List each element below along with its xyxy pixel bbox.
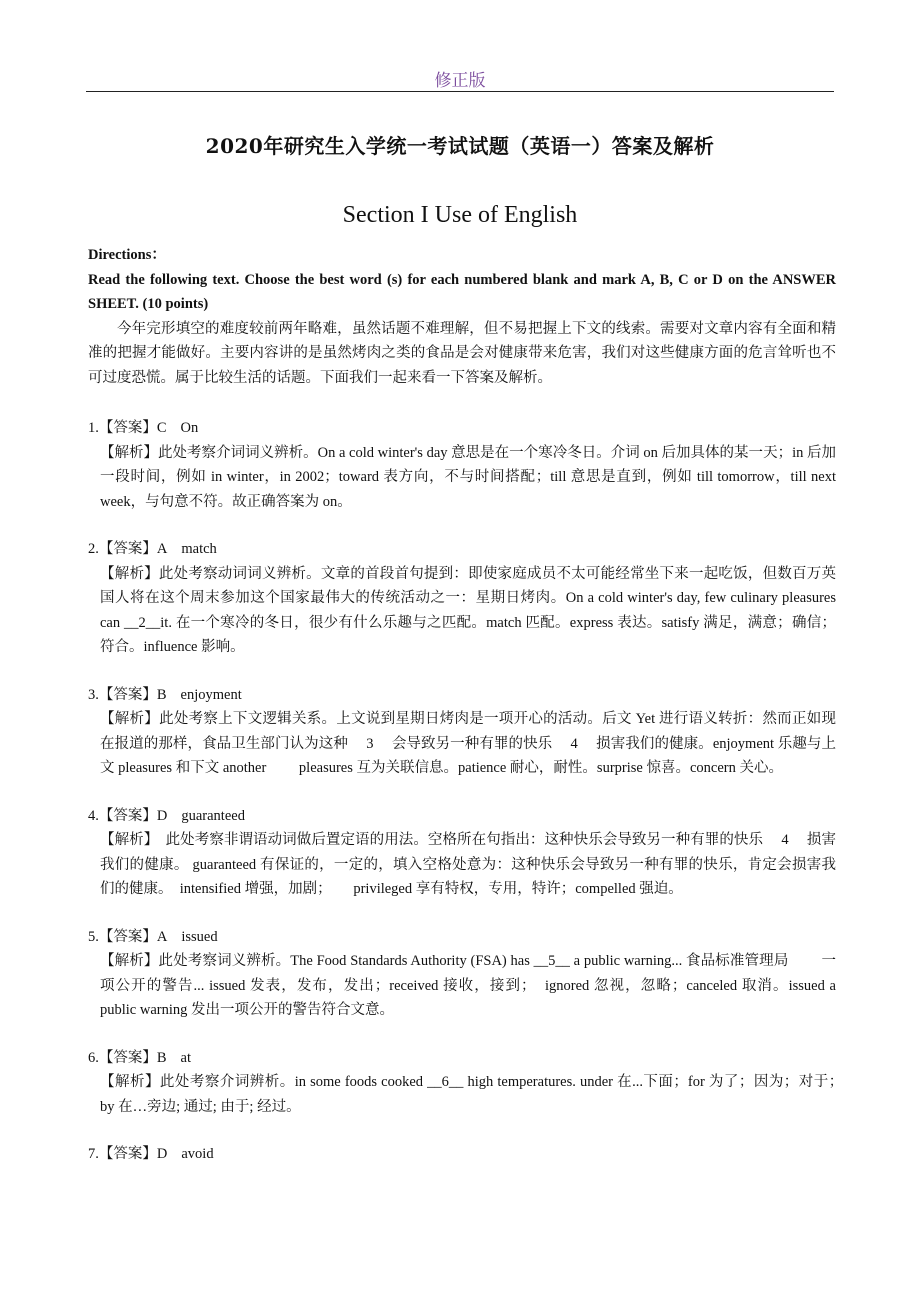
answer-item [88, 416, 836, 514]
question-number: 1. [88, 420, 99, 436]
answer-letter: C [156, 420, 167, 436]
answer-word: issued [181, 928, 218, 945]
intro-paragraph: 今年完形填空的难度较前两年略难，虽然话题不难理解，但不易把握上下文的线索。需要对文章内容有全面和精准的把握才能做好。主要内容讲的是虽然烤肉之类的食品是会对健康带来危害，我们对这些健康方面的危言耸听也不可过度恐慌。属于比较生活的话题。下面我们一起来看一下答案及解析。 [88, 320, 836, 386]
answer-line [88, 1142, 836, 1167]
answer-word: at [180, 1049, 192, 1066]
answer-line [88, 416, 836, 441]
question-number: 3. [88, 686, 99, 703]
explanation-text: 【解析】此处考察词义辨析。The Food Standards Authority (FSA) has __5__ a public warning... 食品标准管理局 一项公开的警告... issued 发表，发布，发出；received 接收，接到； ignored 忽视，忽略；canceled 取消。issued a public warning 发出一项公开的警告符合文意。 [100, 953, 836, 1018]
answer-tag: 【答案】 [98, 420, 157, 436]
revision-label: 修正版 [434, 71, 486, 91]
answer-word: avoid [181, 1146, 214, 1162]
answer-word: match [181, 541, 217, 557]
answer-line [88, 804, 836, 829]
answer-letter: D [156, 807, 168, 824]
question-number: 7. [88, 1146, 99, 1162]
answer-tag: 【答案】 [98, 1049, 157, 1066]
answer-letter: B [156, 1049, 167, 1066]
answer-tag: 【答案】 [98, 928, 157, 945]
explanation-text: 【解析】此处考察介词词义辨析。On a cold winter's day 意思是在一个寒冷冬日。介词 on 后加具体的某一天；in 后加一段时间，例如 in winter，in 2002；toward 表方向，不与时间搭配；till 意思是直到，例如 till tomorrow，till next week，与句意不符。故正确答案为 on。 [100, 444, 836, 510]
question-number: 5. [88, 928, 99, 945]
header-rule [86, 91, 834, 92]
answer-word: enjoyment [180, 686, 242, 703]
answer-letter: D [156, 1146, 168, 1162]
answer-tag: 【答案】 [98, 541, 157, 557]
answer-letter: B [156, 686, 167, 703]
answer-line [88, 683, 836, 708]
answer-word: On [180, 420, 199, 436]
answer-item [88, 1046, 851, 1120]
answer-word: guaranteed [181, 807, 245, 824]
answer-line [88, 925, 836, 950]
answer-line [88, 1046, 836, 1071]
explanation-text: 【解析】此处考察动词词义辨析。文章的首段首句提到：即使家庭成员不太可能经常坐下来一起吃饭，但数百万英国人将在这个周末参加这个国家最伟大的传统活动之一：星期日烤肉。On a cold winter's day, few culinary pleasures can __2__it. 在一个寒冷的冬日，很少有什么乐趣与之匹配。match 匹配。express 表达。satisfy 满足，满意；确信；符合。influence 影响。 [100, 565, 836, 655]
explanation-text: 【解析】此处考察上下文逻辑关系。上文说到星期日烤肉是一项开心的活动。后文 Yet 进行语义转折：然而正如现在报道的那样，食品卫生部门认为这种 3 会导致另一种有罪的快乐 4 损害我们的健康。enjoyment 乐趣与上文 pleasures 和下文 another pleasures 互为关联信息。patience 耐心，耐性。surprise 惊喜。concern 关心。 [100, 711, 836, 776]
directions-label: Directions： [88, 247, 166, 263]
question-number: 2. [88, 541, 99, 557]
answer-list [88, 416, 851, 1167]
answer-letter: A [156, 541, 168, 557]
explanation-text: 【解析】 此处考察非谓语动词做后置定语的用法。空格所在句指出：这种快乐会导致另一种有罪的快乐 4 损害我们的健康。 guaranteed 有保证的，一定的，填入空格处意为：这种快乐会导致另一种有罪的快乐，肯定会损害我们的健康。 intensified 增强，加剧； privileged 享有特权，专用，特许；compelled 强迫。 [100, 832, 836, 897]
answer-tag: 【答案】 [98, 807, 157, 824]
document-title: 2020年研究生入学统一考试试题（英语一）答案及解析 [205, 134, 715, 158]
answer-item [88, 925, 836, 1023]
answer-letter: A [156, 928, 168, 945]
answer-item [88, 537, 836, 660]
answer-line [88, 537, 836, 562]
section-title: Section I Use of English [342, 202, 578, 228]
answer-item [88, 804, 836, 902]
directions-instruction: Read the following text. Choose the best word (s) for each numbered blank and mark A, B, C or D on the ANSWER SHEET. (10 points) [88, 271, 836, 312]
content-body [88, 243, 851, 1167]
explanation-text: 【解析】此处考察介词辨析。in some foods cooked __6__ high temperatures. under 在...下面；for 为了；因为；对于； by 在…旁边; 通过; 由于; 经过。 [100, 1074, 851, 1115]
answer-item [88, 683, 836, 781]
question-number: 6. [88, 1049, 99, 1066]
answer-tag: 【答案】 [98, 686, 157, 703]
answer-tag: 【答案】 [98, 1146, 157, 1162]
question-number: 4. [88, 807, 99, 824]
answer-item [88, 1142, 836, 1167]
